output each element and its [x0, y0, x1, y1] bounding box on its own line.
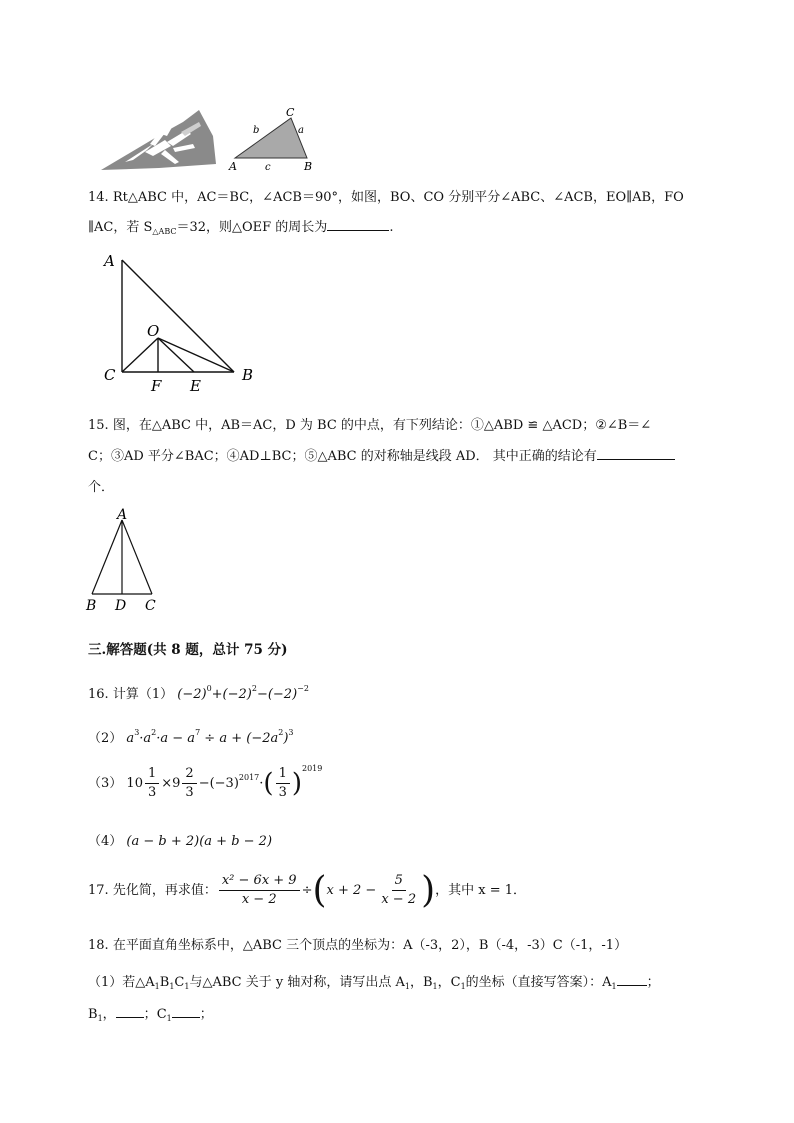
q18-line3	[88, 1003, 213, 1023]
q18-s8: 1	[97, 1014, 103, 1023]
q18-l2b: B	[159, 975, 170, 990]
q16-p2-e3: 7	[195, 728, 201, 737]
q15-line1	[88, 414, 651, 433]
q15-line2	[88, 445, 675, 464]
q17-div: ÷	[301, 883, 313, 898]
q16-intro: 计算（1）	[112, 687, 174, 702]
q17-lparen: (	[312, 870, 327, 911]
label-c: c	[265, 162, 271, 173]
q18-l3semi1: ；	[143, 1007, 157, 1022]
q16-p3-frac1	[145, 765, 159, 802]
q17-den2: x − 2	[381, 892, 417, 907]
q14-answer-blank[interactable]	[327, 218, 389, 231]
q16-p3-rparen: )	[291, 768, 302, 799]
q16-p2-a: a	[126, 731, 135, 746]
q16-part3	[88, 764, 322, 802]
label-C: C	[286, 106, 295, 119]
q18-s6: 1	[460, 982, 466, 991]
q16-number: 16.	[88, 687, 109, 702]
q16-p1-b: +(−2)	[211, 687, 252, 702]
q15-text1: 图，在△ABC 中，AB＝AC，D 为 BC 的中点，有下列结论：①△ABD ≌ △ACD；②∠B＝∠	[112, 418, 652, 433]
q18-s1: 1	[154, 982, 160, 991]
q15-line3	[88, 476, 114, 495]
q16-p3-mid: −(−3)	[198, 776, 239, 791]
q18-l2semi: ；	[646, 975, 660, 990]
q18-line2	[88, 971, 660, 991]
q16-p4-label: （4）	[88, 834, 123, 849]
q16-p2-e5: 3	[288, 728, 294, 737]
q18-l3b: B	[88, 1007, 98, 1022]
seg-CO	[122, 338, 158, 372]
q16-p3-label: （3）	[88, 776, 123, 791]
q18-s2: 1	[169, 982, 175, 991]
q18-s4: 1	[404, 982, 410, 991]
q16-p3-frac3	[276, 765, 290, 802]
q16-p1-c: −(−2)	[256, 687, 298, 702]
label-b: b	[253, 125, 260, 136]
q18-l2mid: 与△ABC 关于 y 轴对称，请写出点 A	[189, 975, 405, 990]
q16-p3-n3: 1	[276, 765, 290, 784]
q18-s3: 1	[184, 982, 190, 991]
q15-answer-blank[interactable]	[597, 447, 675, 460]
q16-p3-frac2	[182, 765, 196, 802]
q15-text2: C；③AD 平分∠BAC；④AD⊥BC；⑤△ABC 的对称轴是线段 AD． 其中正确的结论有	[88, 449, 597, 464]
q16-p3-d3: 3	[278, 785, 287, 800]
seg-AB	[92, 520, 122, 594]
label-E: E	[190, 377, 201, 395]
q17-intro: 先化简，再求值：	[112, 883, 217, 898]
q17-frac2	[378, 872, 419, 909]
q17-num2: 5	[392, 872, 406, 891]
q18-a1-blank[interactable]	[617, 973, 647, 986]
label-A: A	[229, 160, 237, 173]
q17-number: 17.	[88, 883, 109, 898]
q16-p3-e1: 2017	[238, 773, 260, 782]
q16-p1-exp1: 0	[206, 684, 212, 693]
triangle-abc	[235, 118, 307, 158]
q16-p3-times: ×9	[161, 776, 181, 791]
label-D: D	[115, 598, 127, 614]
q18-b1-blank[interactable]	[116, 1005, 144, 1018]
label-O: O	[147, 322, 160, 340]
q17-frac1	[219, 872, 300, 909]
q17-tail: ，其中 x = 1．	[435, 883, 527, 898]
q18-l2end: 的坐标（直接写答案）：A	[465, 975, 612, 990]
q16-p3-d1: 3	[147, 785, 157, 800]
q16-p1-exp2: 2	[251, 684, 257, 693]
q18-l3semi2: ；	[199, 1007, 213, 1022]
q16-part1	[88, 683, 309, 702]
q16-p3-d2: 3	[185, 785, 194, 800]
q16-p3-n2: 2	[182, 765, 196, 784]
label-B: B	[304, 160, 313, 173]
q16-p2-e1: 3	[134, 728, 140, 737]
label-a: a	[298, 125, 304, 136]
q16-part2	[88, 727, 294, 746]
q14-line2	[88, 216, 393, 236]
q14-text1: Rt△ABC 中，AC＝BC，∠ACB＝90°，如图，BO、CO 分别平分∠ABC、∠ACB，EO∥AB，FO	[112, 190, 684, 205]
q16-p3-int1: 10	[126, 776, 143, 791]
q18-l2m2: ，B	[409, 975, 433, 990]
q15-number: 15.	[88, 418, 109, 433]
q13-figure	[95, 100, 325, 175]
q17-rparen: )	[421, 870, 436, 911]
q16-p4-expr: (a − b + 2)(a + b − 2)	[126, 834, 273, 849]
label-C: C	[145, 598, 156, 614]
torn-triangle-image	[101, 110, 216, 170]
q16-p2-e2: 2	[151, 728, 157, 737]
q17-line	[88, 870, 526, 911]
q16-p3-lparen: (	[263, 768, 274, 799]
q16-p3-n1: 1	[145, 765, 159, 784]
q17-num1: x² − 6x + 9	[219, 872, 300, 891]
q16-p2-label: （2）	[88, 731, 123, 746]
q18-text1: 在平面直角坐标系中，△ABC 三个顶点的坐标为：A（-3，2），B（-4，-3）C（-1，-1）	[112, 938, 628, 953]
seg-AC	[122, 520, 152, 594]
label-B: B	[86, 598, 97, 614]
section3-title: 三.解答题(共 8 题，总计 75 分)	[88, 642, 288, 658]
q14-area-sub: △ABC	[152, 227, 177, 236]
q18-l2a: （1）若△A	[88, 975, 155, 990]
q14-line1	[88, 186, 684, 205]
q18-number: 18.	[88, 938, 109, 953]
q18-c1-blank[interactable]	[172, 1005, 200, 1018]
seg-OE	[158, 338, 194, 372]
q16-p1-exp3: −2	[297, 684, 309, 693]
q17-inner: x + 2 −	[326, 883, 377, 898]
q16-p2-f: )	[283, 731, 289, 746]
label-B: B	[242, 366, 254, 384]
q15-figure	[84, 506, 164, 616]
q18-s9: 1	[166, 1014, 172, 1023]
q16-p3-dot: ·	[259, 776, 264, 791]
q18-s7: 1	[611, 982, 617, 991]
seg-OB	[158, 338, 234, 372]
label-A: A	[117, 507, 128, 523]
label-F: F	[151, 377, 162, 395]
label-A: A	[104, 252, 115, 270]
q16-p2-e4: 2	[278, 728, 284, 737]
q14-text2b: ＝32，则△OEF 的周长为	[176, 220, 328, 235]
q17-den1: x − 2	[241, 892, 277, 907]
q16-p1-a: (−2)	[177, 687, 207, 702]
label-C: C	[104, 366, 116, 384]
q14-number: 14.	[88, 190, 109, 205]
q15-text3: 个．	[88, 480, 115, 495]
q14-text2a: ∥AC，若 S	[88, 220, 153, 235]
q18-s5: 1	[432, 982, 438, 991]
q18-line1	[88, 934, 627, 953]
q18-l2c: C	[174, 975, 185, 990]
q16-p2-c: ·a − a	[156, 731, 196, 746]
q16-p2-b: ·a	[139, 731, 152, 746]
q16-part4	[88, 830, 272, 849]
q14-figure	[100, 250, 270, 395]
q14-text2c: .	[389, 220, 394, 235]
q18-l3comma: ，	[102, 1007, 116, 1022]
q16-p2-d: ÷ a +	[204, 731, 243, 746]
q16-p2-e: (−2a	[246, 731, 279, 746]
q16-p3-e2: 2019	[302, 764, 323, 773]
q18-l2m3: ，C	[437, 975, 461, 990]
q18-l3c: C	[156, 1007, 167, 1022]
